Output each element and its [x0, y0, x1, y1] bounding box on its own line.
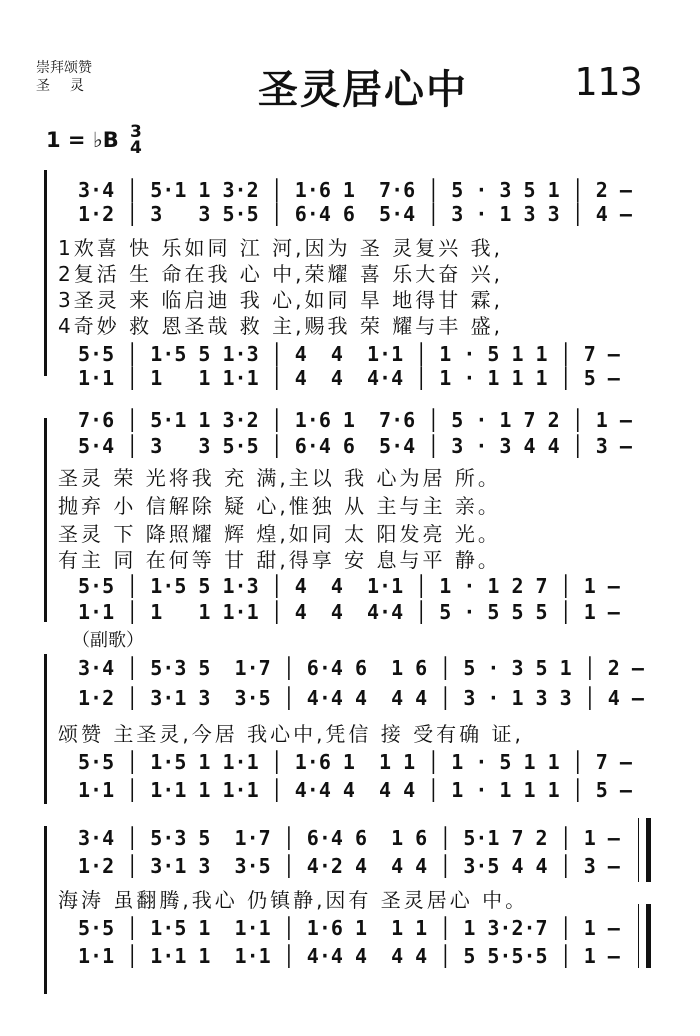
lyric-line: 圣灵 荣 光将我 充 满,主以 我 心为居 所。 [58, 466, 501, 490]
score-line: 3·4 │ 5·3 5 1·7 │ 6·4 6 1 6 │ 5·1 7 2 │ 1 – [78, 826, 620, 850]
score-line: 1·1 │ 1·1 1 1·1 │ 4·4 4 4 4 │ 1 · 1 1 1 │ 5 – [78, 778, 632, 802]
score-line: 1·2 │ 3·1 3 3·5 │ 4·4 4 4 4 │ 3 · 1 3 3 │ 4 – [78, 686, 644, 710]
system-brace [44, 826, 53, 994]
time-signature-top: 3 [130, 122, 142, 142]
score-line: 3·4 │ 5·1 1 3·2 │ 1·6 1 7·6 │ 5 · 3 5 1 │ 2 – [78, 178, 632, 202]
score-line: 1·2 │ 3 3 5·5 │ 6·4 6 5·4 │ 3 · 1 3 3 │ 4 – [78, 202, 632, 226]
system-brace [44, 170, 53, 376]
lyric-line: 抛弃 小 信解除 疑 心,惟独 从 主与主 亲。 [58, 494, 501, 518]
category-label: 崇拜颂赞 [36, 60, 92, 76]
lyric-line: 颂赞 主圣灵,今居 我心中,凭信 接 受有确 证, [58, 722, 524, 746]
score-line: 3·4 │ 5·3 5 1·7 │ 6·4 6 1 6 │ 5 · 3 5 1 │ 2 – [78, 656, 644, 680]
score-line: 5·5 │ 1·5 5 1·3 │ 4 4 1·1 │ 1 · 5 1 1 │ 7 – [78, 342, 620, 366]
score-line: 5·5 │ 1·5 5 1·3 │ 4 4 1·1 │ 1 · 1 2 7 │ 1 – [78, 574, 620, 598]
final-barline-thin [638, 904, 639, 968]
score-line: 1·1 │ 1 1 1·1 │ 4 4 4·4 │ 1 · 1 1 1 │ 5 – [78, 366, 620, 390]
final-barline-thick [646, 818, 651, 882]
lyric-line: 有主 同 在何等 甘 甜,得享 安 息与平 静。 [58, 548, 501, 572]
lyric-line: 1欢喜 快 乐如同 江 河,因为 圣 灵复兴 我, [58, 236, 503, 260]
score-line: 1·1 │ 1 1 1·1 │ 4 4 4·4 │ 5 · 5 5 5 │ 1 – [78, 600, 620, 624]
score-line: 1·2 │ 3·1 3 3·5 │ 4·2 4 4 4 │ 3·5 4 4 │ 3 – [78, 854, 620, 878]
lyric-line: 2复活 生 命在我 心 中,荣耀 喜 乐大奋 兴, [58, 262, 503, 286]
key-signature: 1 = ♭B [46, 128, 119, 152]
lyric-line: 圣灵 下 降照耀 辉 煌,如同 太 阳发亮 光。 [58, 522, 501, 546]
score-line: 5·4 │ 3 3 5·5 │ 6·4 6 5·4 │ 3 · 3 4 4 │ 3 – [78, 434, 632, 458]
score-line: 7·6 │ 5·1 1 3·2 │ 1·6 1 7·6 │ 5 · 1 7 2 │ 1 – [78, 408, 632, 432]
time-signature [130, 124, 142, 156]
lyric-line: 4奇妙 救 恩圣哉 救 主,赐我 荣 耀与丰 盛, [58, 314, 503, 338]
lyric-line: 海涛 虽翻腾,我心 仍镇静,因有 圣灵居心 中。 [58, 888, 529, 912]
final-barline-thin [638, 818, 639, 882]
lyric-line: 3圣灵 来 临启迪 我 心,如同 旱 地得甘 霖, [58, 288, 503, 312]
subcategory-label: 圣灵 [36, 78, 104, 94]
system-brace [44, 418, 53, 622]
score-line: 5·5 │ 1·5 1 1·1 │ 1·6 1 1 1 │ 1 · 5 1 1 │ 7 – [78, 750, 632, 774]
hymn-number: 113 [574, 60, 643, 104]
system-brace [44, 654, 53, 804]
time-signature-bottom: 4 [130, 138, 142, 158]
score-line: 5·5 │ 1·5 1 1·1 │ 1·6 1 1 1 │ 1 3·2·7 │ 1 – [78, 916, 620, 940]
hymn-title: 圣灵居心中 [258, 67, 468, 113]
chorus-label: （副歌） [72, 630, 144, 651]
score-line: 1·1 │ 1·1 1 1·1 │ 4·4 4 4 4 │ 5 5·5·5 │ 1 – [78, 944, 620, 968]
final-barline-thick [646, 904, 651, 968]
